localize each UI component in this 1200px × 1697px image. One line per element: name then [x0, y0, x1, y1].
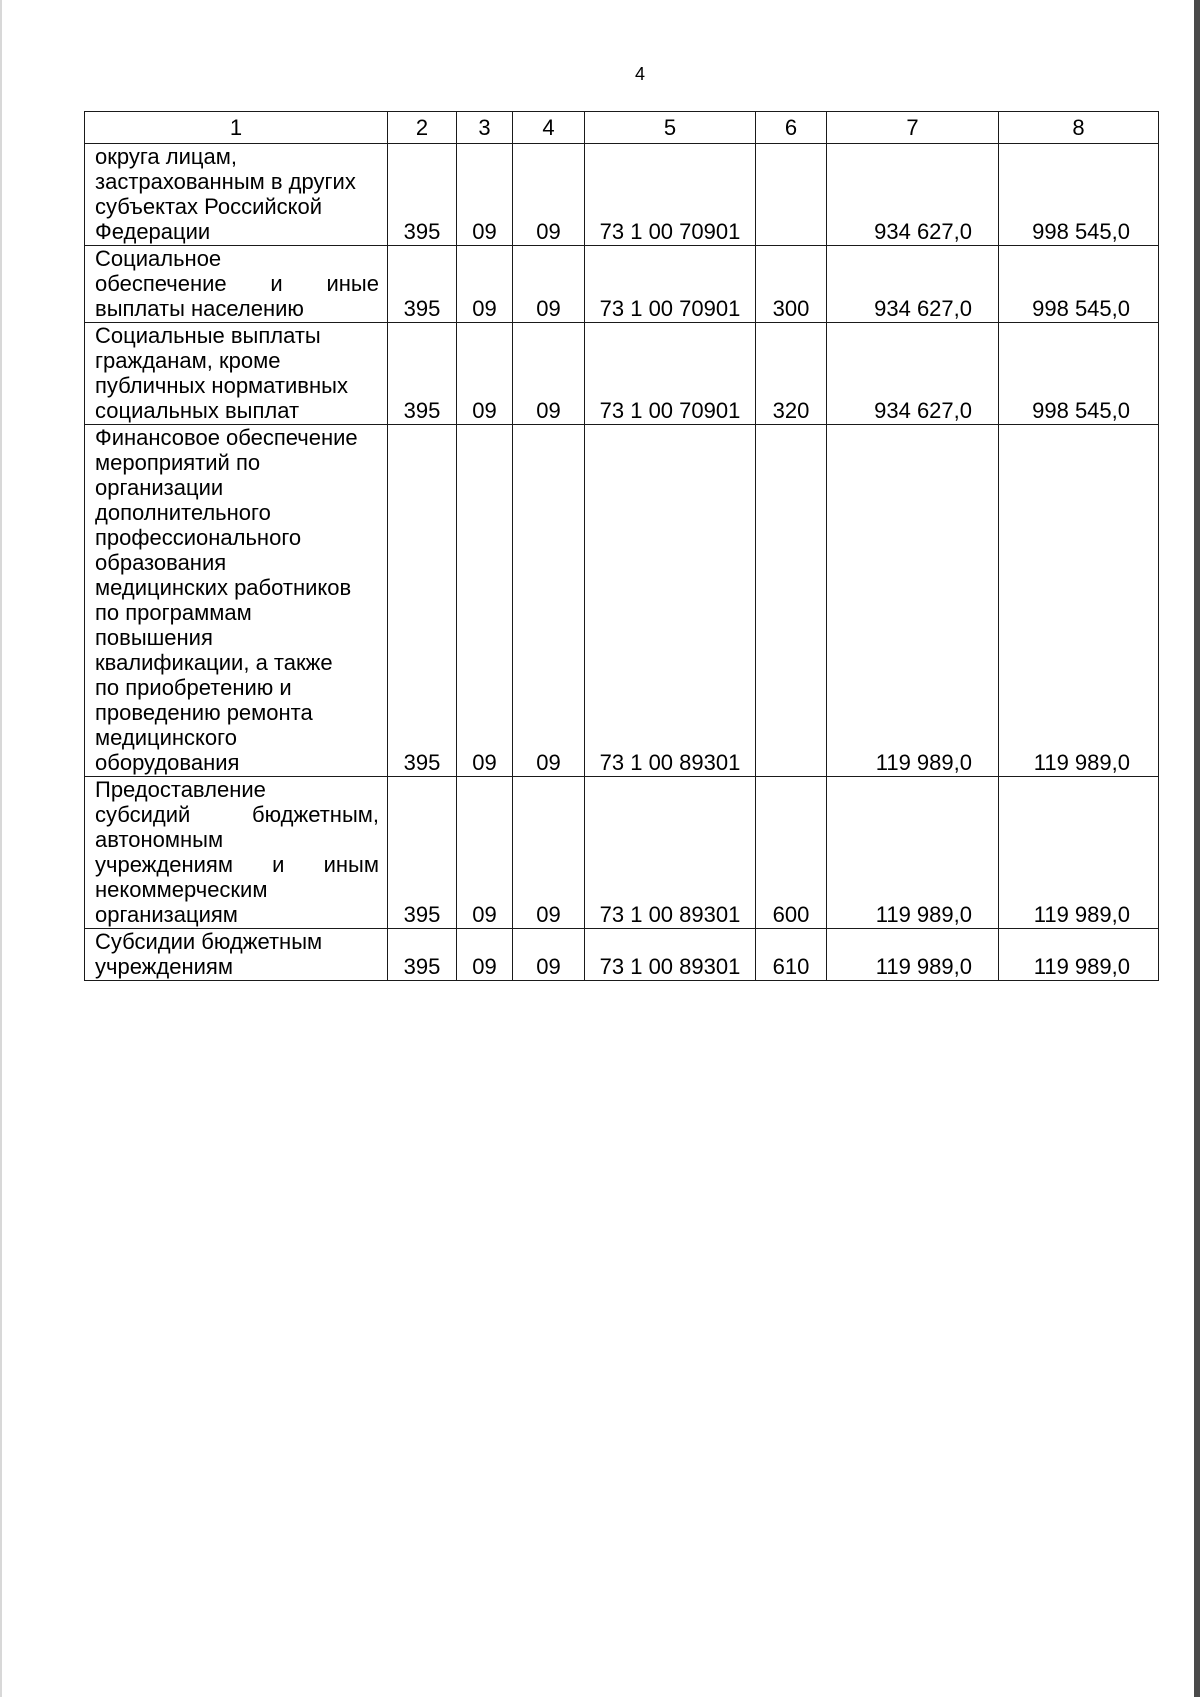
cell-c2: 395	[388, 425, 457, 777]
description-line: по приобретению и	[95, 675, 292, 700]
table-row	[85, 246, 1159, 323]
cell-c5: 73 1 00 89301	[585, 777, 756, 929]
cell-c8: 998 545,0	[999, 246, 1159, 323]
description-word: субсидий	[95, 802, 191, 827]
row-description	[85, 777, 388, 929]
cell-c3: 09	[457, 246, 513, 323]
description-line: медицинского	[95, 725, 237, 750]
cell-c3: 09	[457, 144, 513, 246]
cell-c8: 119 989,0	[999, 929, 1159, 981]
description-line: профессионального	[95, 525, 302, 550]
row-description	[85, 323, 388, 425]
column-header: 7	[827, 112, 999, 144]
table-row	[85, 425, 1159, 777]
description-line: организациям	[95, 902, 238, 927]
description-line: социальных выплат	[95, 398, 300, 423]
description-line: Социальные выплаты	[95, 323, 321, 348]
column-header: 1	[85, 112, 388, 144]
description-line: по программам	[95, 600, 252, 625]
cell-c3: 09	[457, 777, 513, 929]
description-word: иным	[323, 852, 379, 877]
page-left-edge	[0, 0, 2, 1697]
description-line: гражданам, кроме	[95, 348, 281, 373]
cell-c8: 998 545,0	[999, 323, 1159, 425]
row-description	[85, 144, 388, 246]
cell-c7: 934 627,0	[827, 246, 999, 323]
table-header-row	[85, 112, 1159, 144]
column-header: 2	[388, 112, 457, 144]
description-line: Субсидии бюджетным	[95, 929, 323, 954]
cell-c7: 934 627,0	[827, 144, 999, 246]
column-header: 5	[585, 112, 756, 144]
table-row	[85, 144, 1159, 246]
cell-c7: 119 989,0	[827, 929, 999, 981]
description-line: квалификации, а также	[95, 650, 333, 675]
description-line: выплаты населению	[95, 296, 304, 321]
cell-c5: 73 1 00 89301	[585, 929, 756, 981]
cell-c4: 09	[513, 777, 585, 929]
cell-c8: 119 989,0	[999, 777, 1159, 929]
cell-c6: 600	[756, 777, 827, 929]
row-description	[85, 246, 388, 323]
cell-c4: 09	[513, 246, 585, 323]
description-line: Социальное	[95, 246, 222, 271]
description-line: Предоставление	[95, 777, 266, 802]
column-header: 8	[999, 112, 1159, 144]
description-line: медицинских работников	[95, 575, 352, 600]
description-word: и	[272, 852, 285, 877]
description-line	[95, 852, 379, 877]
cell-c4: 09	[513, 929, 585, 981]
cell-c3: 09	[457, 929, 513, 981]
table-row	[85, 323, 1159, 425]
description-word: обеспечение	[95, 271, 227, 296]
cell-c6	[756, 425, 827, 777]
row-description	[85, 425, 388, 777]
budget-table	[84, 111, 1159, 981]
description-word: иные	[326, 271, 379, 296]
description-line: организации	[95, 475, 224, 500]
cell-c2: 395	[388, 777, 457, 929]
description-word: учреждениям	[95, 852, 233, 877]
cell-c5: 73 1 00 70901	[585, 323, 756, 425]
cell-c6: 300	[756, 246, 827, 323]
cell-c7: 934 627,0	[827, 323, 999, 425]
description-line: автономным	[95, 827, 224, 852]
row-description	[85, 929, 388, 981]
page-right-edge	[1194, 0, 1200, 1697]
cell-c6: 610	[756, 929, 827, 981]
cell-c7: 119 989,0	[827, 425, 999, 777]
description-line: мероприятий по	[95, 450, 261, 475]
cell-c4: 09	[513, 425, 585, 777]
cell-c2: 395	[388, 144, 457, 246]
cell-c3: 09	[457, 425, 513, 777]
description-line: округа лицам,	[95, 144, 237, 169]
cell-c2: 395	[388, 323, 457, 425]
description-line: оборудования	[95, 750, 240, 775]
cell-c2: 395	[388, 246, 457, 323]
cell-c4: 09	[513, 144, 585, 246]
description-line: субъектах Российской	[95, 194, 323, 219]
cell-c6: 320	[756, 323, 827, 425]
description-line: проведению ремонта	[95, 700, 313, 725]
cell-c4: 09	[513, 323, 585, 425]
description-line: учреждениям	[95, 954, 233, 979]
cell-c2: 395	[388, 929, 457, 981]
description-line	[95, 802, 379, 827]
cell-c8: 998 545,0	[999, 144, 1159, 246]
description-line: дополнительного	[95, 500, 271, 525]
description-line: Федерации	[95, 219, 211, 244]
column-header: 3	[457, 112, 513, 144]
description-line: застрахованным в других	[95, 169, 356, 194]
description-line: некоммерческим	[95, 877, 268, 902]
description-line	[95, 271, 379, 296]
description-word: и	[270, 271, 283, 296]
description-word: бюджетным,	[252, 802, 379, 827]
description-line: образования	[95, 550, 227, 575]
description-line: повышения	[95, 625, 213, 650]
cell-c7: 119 989,0	[827, 777, 999, 929]
description-line: Финансовое обеспечение	[95, 425, 358, 450]
cell-c6	[756, 144, 827, 246]
table-row	[85, 929, 1159, 981]
column-header: 4	[513, 112, 585, 144]
cell-c5: 73 1 00 70901	[585, 144, 756, 246]
cell-c5: 73 1 00 70901	[585, 246, 756, 323]
column-header: 6	[756, 112, 827, 144]
cell-c3: 09	[457, 323, 513, 425]
cell-c8: 119 989,0	[999, 425, 1159, 777]
description-line: публичных нормативных	[95, 373, 348, 398]
page-number: 4	[634, 64, 645, 84]
cell-c5: 73 1 00 89301	[585, 425, 756, 777]
table-row	[85, 777, 1159, 929]
